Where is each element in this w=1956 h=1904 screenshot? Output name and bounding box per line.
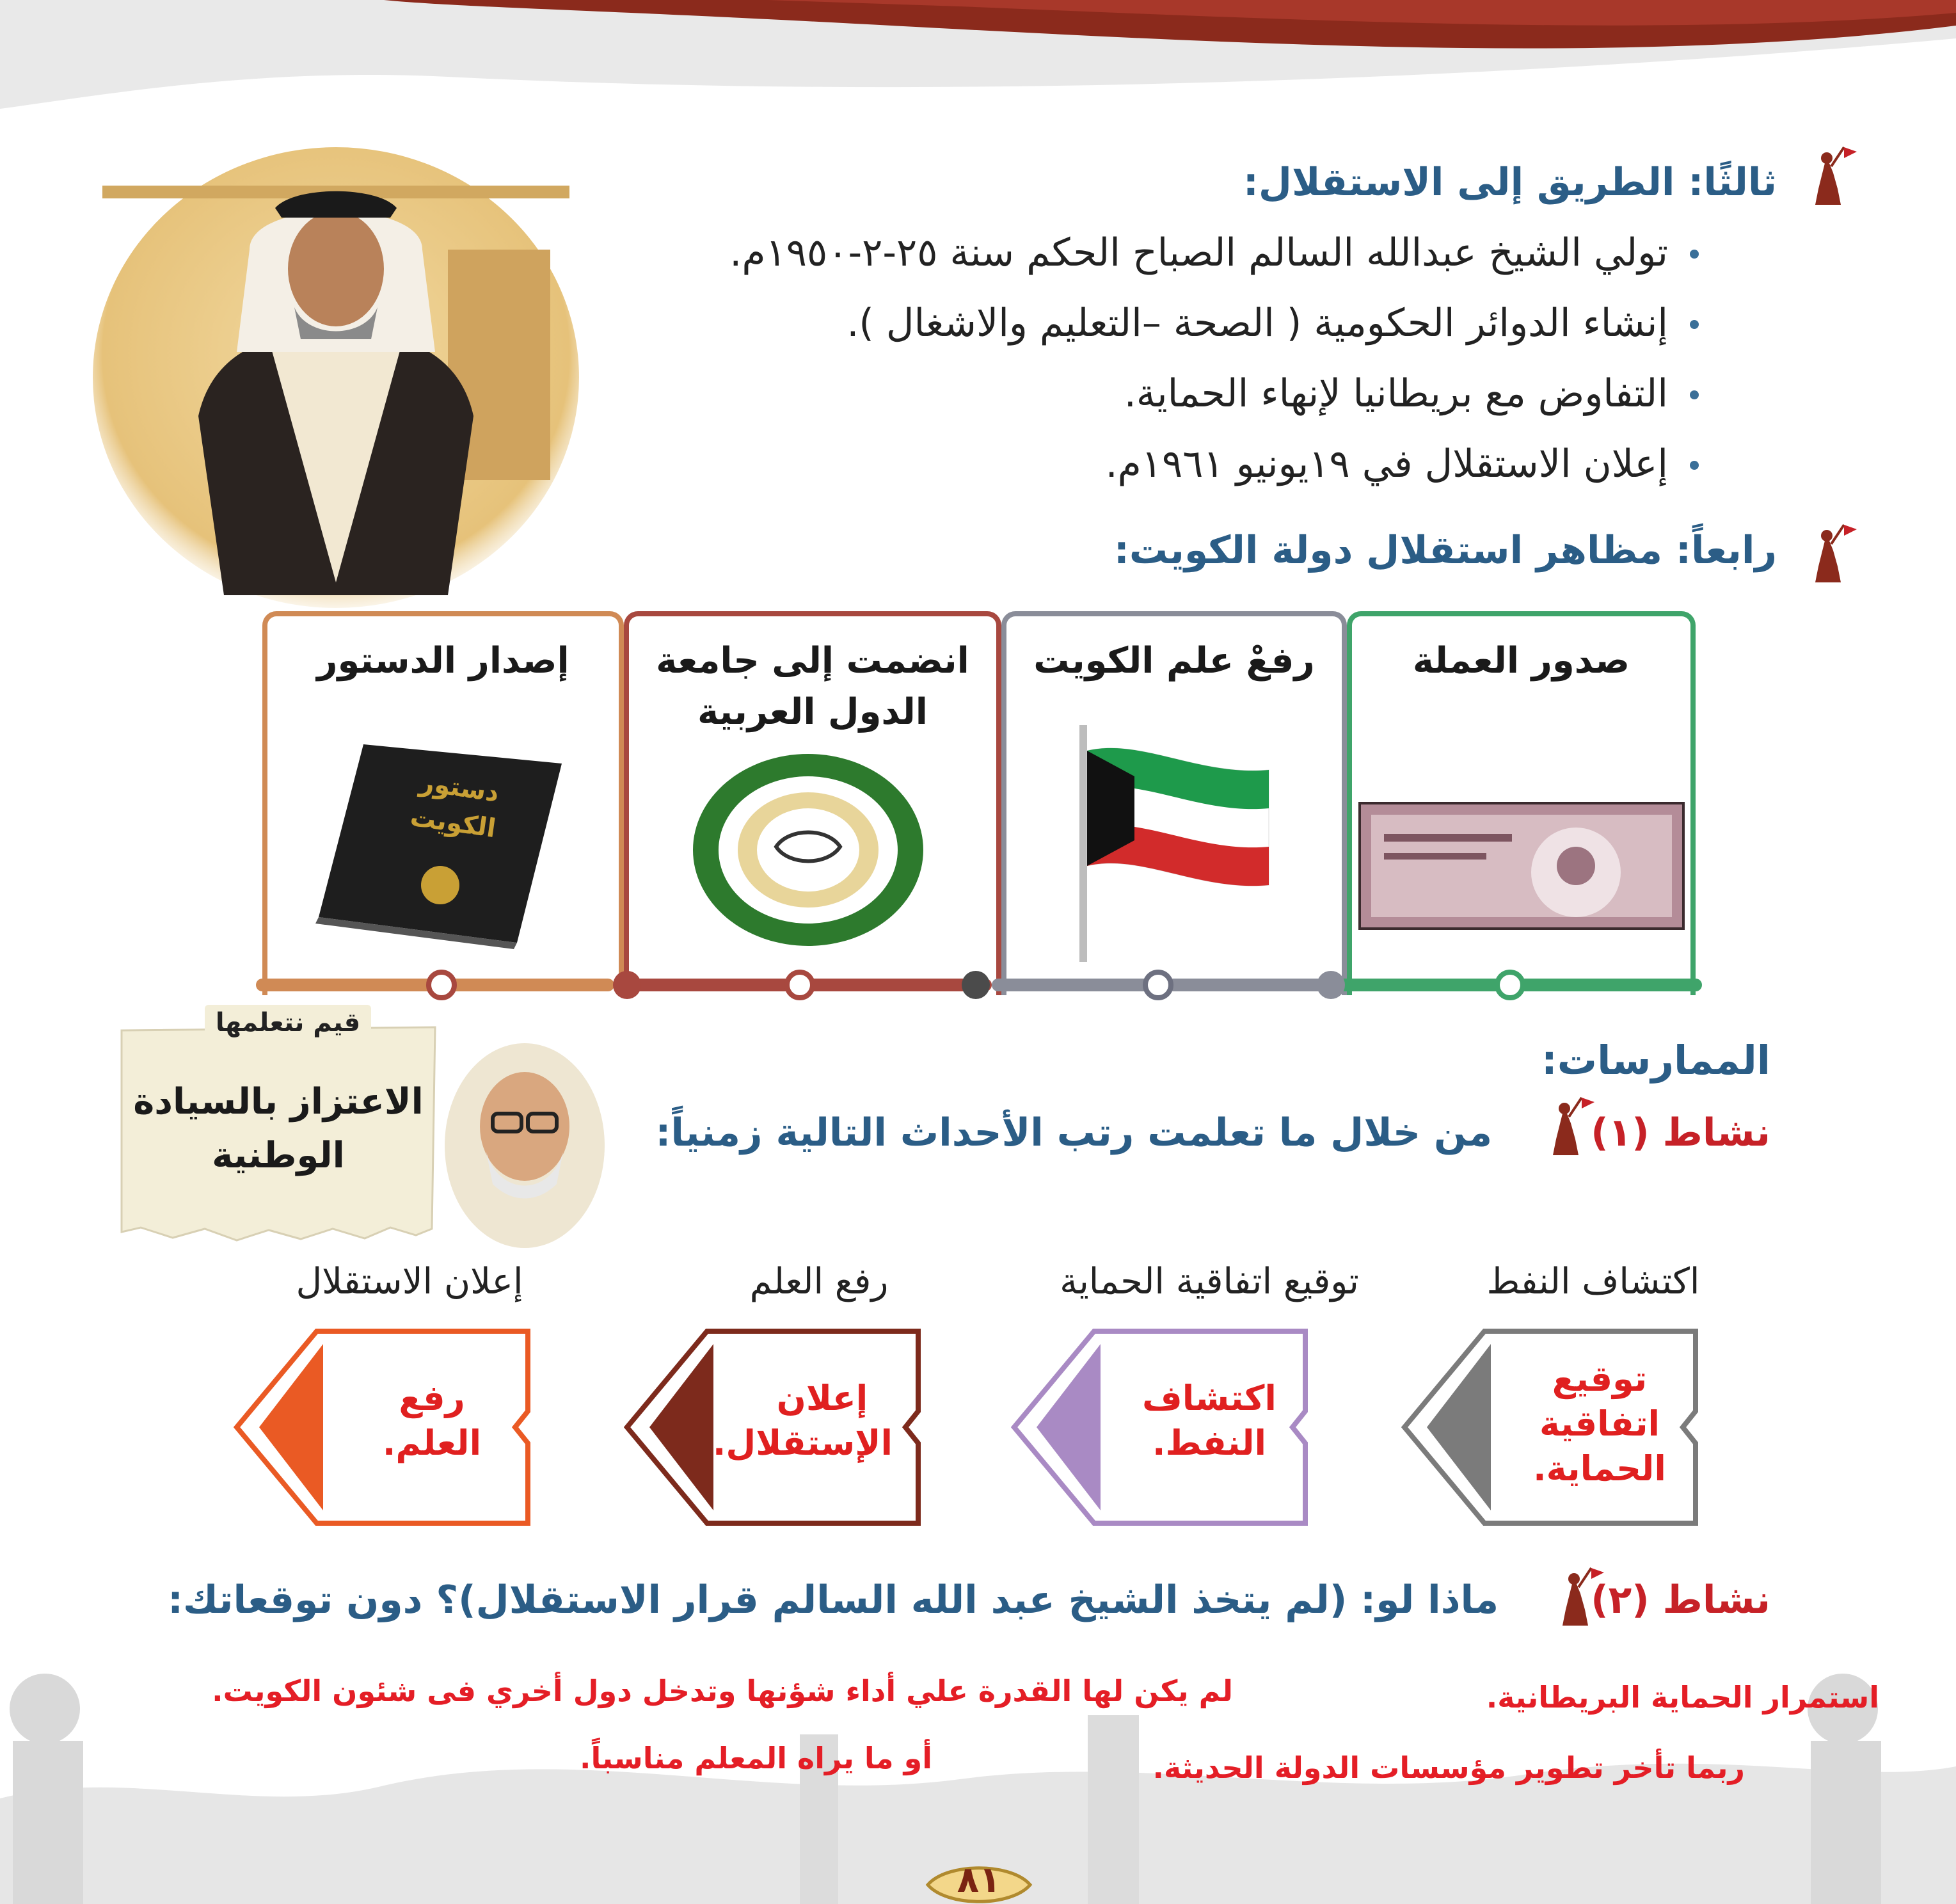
values-note-text: الاعتزاز بالسيادة الوطنية <box>133 1081 424 1176</box>
cards-timeline <box>250 970 1708 1000</box>
card-constitution <box>262 611 624 995</box>
event-label: توقيع اتفاقية الحماية <box>1060 1261 1359 1302</box>
soldier-flag-icon <box>1796 522 1860 586</box>
bullet-item: التفاوض مع بريطانيا لإنهاء الحماية. <box>369 358 1681 429</box>
card-arab-league <box>624 611 1001 995</box>
card-title: إصدار الدستور <box>317 640 569 682</box>
values-note-tag: قيم نتعلمها <box>205 1005 371 1041</box>
banknote-image <box>1358 802 1685 930</box>
answer-text: توقيع اتفاقية الحماية. <box>1533 1359 1666 1489</box>
sheikh-portrait-image <box>90 147 582 608</box>
activity2-answer: أو ما يراه المعلم مناسباً. <box>580 1741 932 1775</box>
activity1-label: نشاط (١) <box>1591 1110 1770 1155</box>
header-band <box>0 0 1956 128</box>
activity2-text: ماذا لو: (لم يتخذ الشيخ عبد الله السالم قرار الاستقلال)؟ دون توقعاتك: <box>168 1578 1499 1622</box>
soldier-flag-icon <box>1534 1094 1598 1158</box>
kuwait-flag-image <box>1070 725 1288 962</box>
event-label: رفع العلم <box>749 1261 889 1302</box>
elder-portrait-image <box>441 1030 608 1248</box>
soldier-flag-icon <box>1796 144 1860 208</box>
arab-league-emblem-image <box>680 744 936 956</box>
card-flag <box>1001 611 1347 995</box>
practices-heading: الممارسات: <box>1541 1037 1770 1084</box>
page-number: ٨١ <box>957 1859 1001 1901</box>
bullet-item: إنشاء الدوائر الحكومية ( الصحة –التعليم والاشغال ). <box>369 288 1681 358</box>
activity2-label: نشاط (٢) <box>1591 1578 1770 1622</box>
activity2-row <box>168 1568 1770 1632</box>
answer-text: إعلان الإستقلال. <box>712 1378 893 1463</box>
card-currency <box>1347 611 1696 995</box>
card-title: رفعْ علم الكويت <box>1033 640 1315 682</box>
answer-text: اكتشاف النفط. <box>1142 1378 1276 1463</box>
section4-heading: رابعاً: مظاهر استقلال دولة الكويت: <box>1113 528 1777 573</box>
constitution-book-image <box>312 738 568 949</box>
answer-text: رفع العلم. <box>382 1378 482 1463</box>
card-title: انضمت إلى جامعة الدول العربية <box>656 640 969 733</box>
bullet-item: إعلان الاستقلال في ١٩يونيو ١٩٦١م. <box>369 429 1681 499</box>
activity2-answer: ربما تأخر تطوير مؤسسات الدولة الحديثة. <box>1152 1750 1745 1785</box>
section3-heading: ثالثًا: الطريق إلى الاستقلال: <box>1243 160 1777 205</box>
activity2-answer: لم يكن لها القدرة علي أداء شؤنها وتدخل دول أخري فى شئون الكويت. <box>212 1674 1233 1708</box>
bullet-item: تولي الشيخ عبدالله السالم الصباح الحكم سنة ٢٥-٢-١٩٥٠م. <box>369 218 1681 288</box>
card-title: صدور العملة <box>1412 640 1630 682</box>
activity2-answer: استمرار الحماية البريطانية. <box>1486 1680 1879 1715</box>
book-title-line1: دستور <box>418 767 501 808</box>
activity1-row <box>655 1101 1770 1165</box>
event-label: اكتشاف النفط <box>1486 1261 1700 1302</box>
soldier-flag-icon <box>1543 1565 1607 1629</box>
activity1-text: من خلال ما تعلمت رتب الأحداث التالية زمنياً: <box>655 1110 1493 1155</box>
book-title-line2: الكويت <box>408 802 498 844</box>
event-label: إعلان الاستقلال <box>296 1261 523 1302</box>
